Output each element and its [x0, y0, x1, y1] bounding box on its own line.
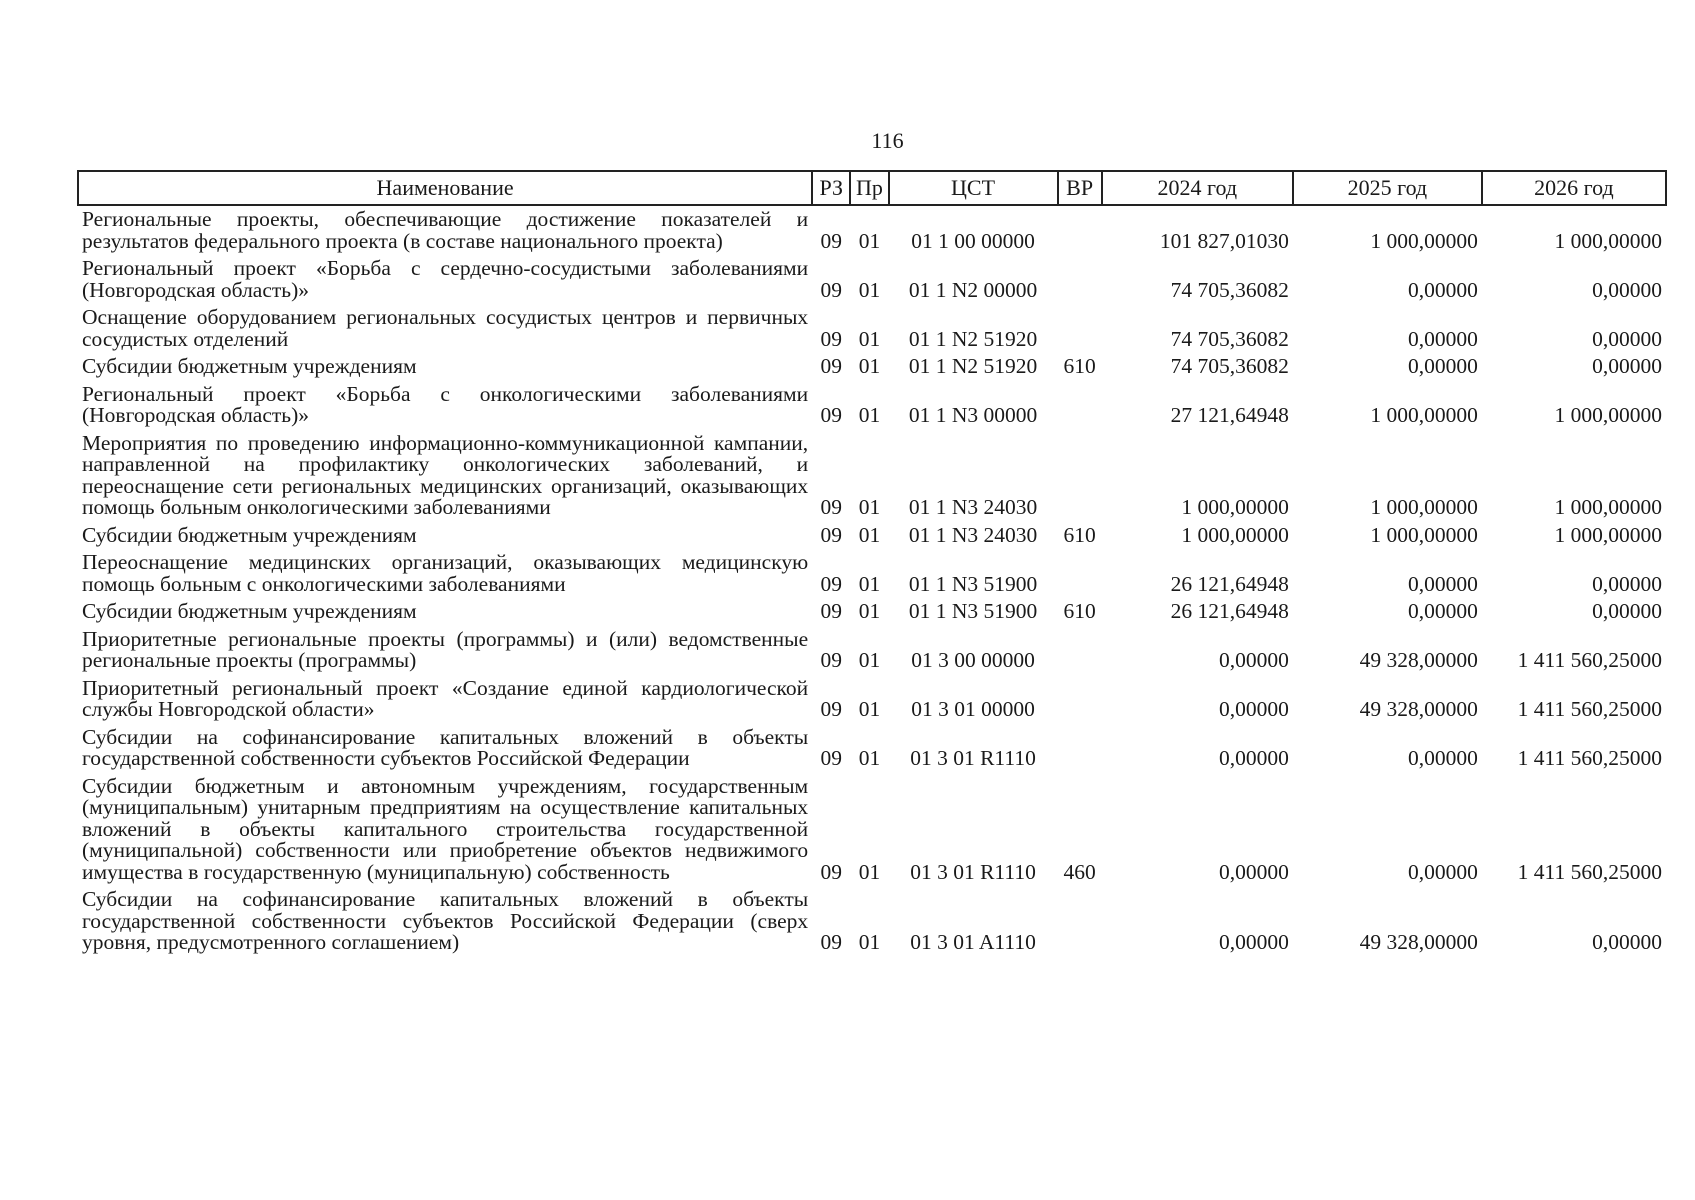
row-cst: 01 1 N3 00000	[908, 403, 1038, 427]
row-name: Субсидии бюджетным учреждениям	[82, 599, 417, 623]
row-vr	[1058, 304, 1102, 353]
table-row	[78, 773, 1666, 887]
row-vr	[1058, 205, 1102, 255]
row-cst: 01 3 00 00000	[911, 648, 1035, 672]
row-pr: 01	[858, 326, 881, 351]
row-2025: 0,00000	[1408, 599, 1478, 623]
row-2025: 1 000,00000	[1370, 495, 1478, 519]
row-2024: 101 827,01030	[1159, 228, 1289, 253]
row-rz: 09	[820, 859, 842, 884]
row-2025: 1 000,00000	[1370, 403, 1478, 427]
table-row	[78, 724, 1666, 773]
row-cst: 01 3 01 R1110	[910, 746, 1036, 770]
row-cst: 01 1 N3 24030	[908, 522, 1038, 547]
table-row	[78, 886, 1666, 957]
row-2026: 0,00000	[1592, 571, 1662, 596]
row-name: Субсидии на софинансирование капитальных вложений в объекты государственной собственности субъектов Российской Федерации	[82, 724, 809, 770]
row-pr: 01	[858, 522, 881, 547]
row-2026: 1 411 560,25000	[1517, 746, 1662, 770]
row-2026: 0,00000	[1592, 599, 1662, 623]
row-name: Региональный проект «Борьба с сердечно-сосудистыми заболеваниями (Новгородская область)»	[82, 256, 809, 302]
table-row	[78, 304, 1666, 353]
row-vr	[1058, 675, 1102, 724]
row-rz: 09	[820, 495, 842, 519]
header-pr: Пр	[850, 171, 888, 205]
row-pr: 01	[858, 277, 881, 302]
row-2026: 1 000,00000	[1554, 403, 1662, 427]
row-rz: 09	[820, 228, 842, 253]
row-2025: 49 328,00000	[1359, 697, 1478, 721]
row-2025: 0,00000	[1408, 746, 1478, 770]
row-pr: 01	[858, 354, 881, 378]
row-2026: 1 411 560,25000	[1517, 697, 1662, 721]
table-row	[78, 205, 1666, 255]
row-rz: 09	[820, 697, 842, 721]
row-2024: 0,00000	[1218, 648, 1289, 672]
row-2026: 0,00000	[1592, 930, 1662, 954]
row-2026: 1 000,00000	[1554, 495, 1662, 519]
table-row	[78, 549, 1666, 598]
row-2026: 1 000,00000	[1554, 228, 1662, 253]
row-2024: 27 121,64948	[1170, 403, 1289, 427]
row-2025: 0,00000	[1408, 571, 1478, 596]
row-pr: 01	[858, 495, 881, 519]
row-name: Субсидии на софинансирование капитальных вложений в объекты государственной собственности субъектов Российской Федерации (сверх уровня, предусмотренного соглашением)	[82, 887, 809, 954]
row-2025: 1 000,00000	[1370, 522, 1478, 547]
row-vr: 460	[1063, 859, 1096, 884]
row-cst: 01 3 01 A1110	[910, 930, 1036, 954]
row-rz: 09	[820, 571, 842, 596]
row-vr: 610	[1063, 354, 1096, 378]
row-2024: 74 705,36082	[1170, 354, 1289, 378]
table-row	[78, 353, 1666, 381]
header-vr: ВР	[1058, 171, 1102, 205]
table-row	[78, 381, 1666, 430]
row-2024: 74 705,36082	[1170, 326, 1289, 351]
row-2025: 1 000,00000	[1370, 228, 1478, 253]
row-pr: 01	[858, 697, 881, 721]
row-rz: 09	[820, 930, 842, 954]
table-row	[78, 598, 1666, 626]
table-row	[78, 255, 1666, 304]
budget-table	[77, 170, 1667, 957]
row-vr: 610	[1063, 599, 1096, 623]
row-cst: 01 3 01 00000	[911, 697, 1035, 721]
row-vr	[1058, 886, 1102, 957]
row-cst: 01 3 01 R1110	[910, 859, 1036, 884]
row-2025: 0,00000	[1408, 354, 1478, 378]
row-vr	[1058, 724, 1102, 773]
row-pr: 01	[858, 228, 881, 253]
row-rz: 09	[820, 522, 842, 547]
header-2024: 2024 год	[1102, 171, 1293, 205]
row-name: Субсидии бюджетным и автономным учреждениям, государственным (муниципальным) унитарным предприятиям на осуществление капитальных вложений в объекты капитального строительства государственной (муниципальной) собственности или приобретение объектов недвижимого имущества в государственную (муниципальную) собственность	[82, 773, 809, 884]
header-2025: 2025 год	[1293, 171, 1482, 205]
row-vr	[1058, 430, 1102, 522]
row-2025: 0,00000	[1408, 277, 1478, 302]
row-vr	[1058, 381, 1102, 430]
row-pr: 01	[858, 648, 881, 672]
row-name: Региональный проект «Борьба с онкологическими заболеваниями (Новгородская область)»	[82, 381, 809, 427]
row-2024: 0,00000	[1218, 859, 1289, 884]
row-rz: 09	[820, 326, 842, 351]
row-vr: 610	[1063, 522, 1096, 547]
row-2026: 1 000,00000	[1554, 522, 1662, 547]
row-rz: 09	[820, 354, 842, 378]
row-pr: 01	[858, 571, 881, 596]
row-pr: 01	[858, 859, 881, 884]
table-row	[78, 430, 1666, 522]
row-2024: 26 121,64948	[1170, 599, 1289, 623]
row-name: Субсидии бюджетным учреждениям	[82, 354, 417, 378]
row-vr	[1058, 626, 1102, 675]
row-name: Переоснащение медицинских организаций, оказывающих медицинскую помощь больным с онкологическими заболеваниями	[82, 550, 809, 596]
row-rz: 09	[820, 746, 842, 770]
row-2026: 1 411 560,25000	[1517, 859, 1662, 884]
row-2026: 0,00000	[1592, 277, 1662, 302]
table-row	[78, 675, 1666, 724]
row-cst: 01 1 N2 00000	[908, 277, 1038, 302]
header-name: Наименование	[78, 171, 812, 205]
row-2026: 1 411 560,25000	[1517, 648, 1662, 672]
row-2024: 1 000,00000	[1181, 522, 1289, 547]
row-rz: 09	[820, 277, 842, 302]
row-2025: 0,00000	[1408, 859, 1478, 884]
row-pr: 01	[858, 930, 881, 954]
table-row	[78, 626, 1666, 675]
row-cst: 01 1 N3 51900	[908, 599, 1038, 623]
row-name: Субсидии бюджетным учреждениям	[82, 522, 417, 547]
table-row	[78, 522, 1666, 550]
row-2025: 49 328,00000	[1359, 648, 1478, 672]
header-cst: ЦСТ	[889, 171, 1058, 205]
row-rz: 09	[820, 403, 842, 427]
row-pr: 01	[858, 746, 881, 770]
row-name: Оснащение оборудованием региональных сосудистых центров и первичных сосудистых отделений	[82, 305, 809, 351]
row-name: Приоритетный региональный проект «Создание единой кардиологической службы Новгородской области»	[82, 675, 809, 721]
row-2026: 0,00000	[1592, 326, 1662, 351]
header-rz: РЗ	[812, 171, 850, 205]
page-number: 116	[871, 128, 904, 153]
row-cst: 01 1 N2 51920	[908, 354, 1038, 378]
row-cst: 01 1 N3 51900	[908, 571, 1038, 596]
row-pr: 01	[858, 599, 881, 623]
row-2024: 0,00000	[1218, 697, 1289, 721]
row-cst: 01 1 00 00000	[911, 228, 1035, 253]
row-rz: 09	[820, 648, 842, 672]
row-2024: 74 705,36082	[1170, 277, 1289, 302]
row-vr	[1058, 549, 1102, 598]
row-2024: 1 000,00000	[1181, 495, 1289, 519]
row-rz: 09	[820, 599, 842, 623]
row-cst: 01 1 N2 51920	[908, 326, 1038, 351]
row-name: Региональные проекты, обеспечивающие достижение показателей и результатов федерального проекта (в составе национального проекта)	[82, 207, 809, 253]
row-name: Приоритетные региональные проекты (программы) и (или) ведомственные региональные проекты (программы)	[82, 626, 809, 672]
row-2026: 0,00000	[1592, 354, 1662, 378]
row-vr	[1058, 255, 1102, 304]
row-2024: 26 121,64948	[1170, 571, 1289, 596]
table-header-row	[78, 171, 1666, 205]
row-pr: 01	[858, 403, 881, 427]
row-2024: 0,00000	[1218, 930, 1289, 954]
row-2024: 0,00000	[1218, 746, 1289, 770]
header-2026: 2026 год	[1482, 171, 1666, 205]
row-name: Мероприятия по проведению информационно-коммуникационной кампании, направленной на профилактику онкологических заболеваний, и переоснащение сети региональных медицинских организаций, оказывающих помощь больным онкологическими заболеваниями	[82, 430, 809, 519]
row-cst: 01 1 N3 24030	[908, 495, 1038, 519]
row-2025: 49 328,00000	[1359, 930, 1478, 954]
row-2025: 0,00000	[1408, 326, 1478, 351]
